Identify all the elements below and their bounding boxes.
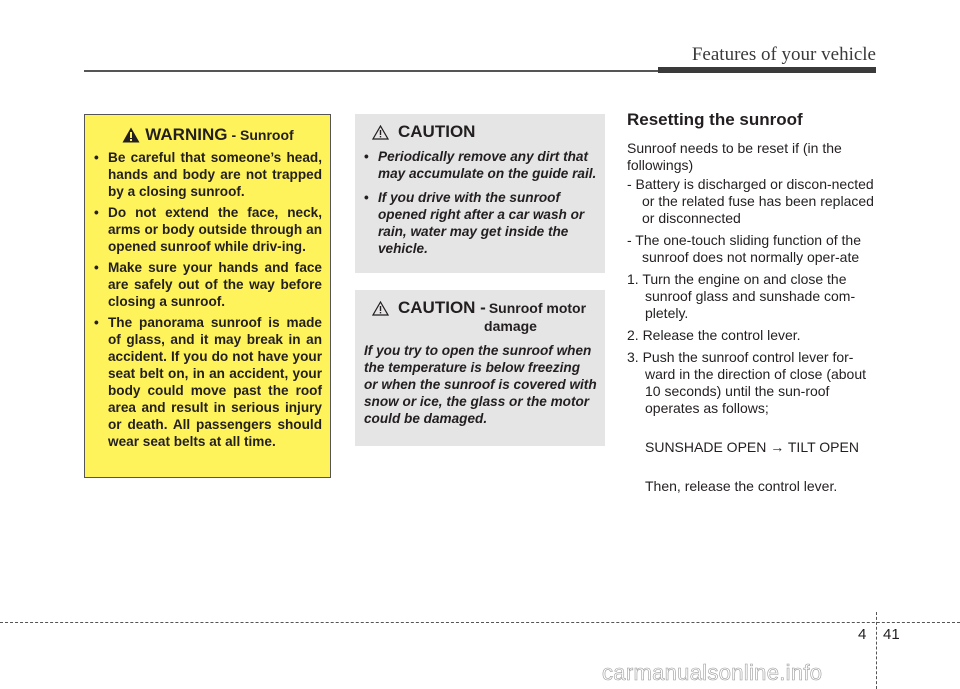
caution-header [372,122,597,142]
condition-item: - Battery is discharged or discon-nected or the related fuse has been replaced or disconnected [627,176,874,226]
final-instruction: Then, release the control lever. [645,478,838,494]
intro-text: Sunroof needs to be reset if (in the followings) [627,140,842,173]
footer-rule [0,622,960,623]
footer-divider [876,612,878,689]
list-item: • Make sure your hands and face are safely out of the way before closing a sunroof. [94,260,322,309]
resetting-section [627,110,879,495]
list-item: • Be careful that someone’s head, hands and body are not trapped by a closing sunroof. [94,150,322,199]
caution-motor-box [355,290,605,446]
list-item: • If you drive with the sunroof opened right after a car wash or rain, water may get inside the vehicle. [364,190,585,256]
step-item: 3. Push the sunroof control lever for-ward in the direction of close (about 10 seconds) until the sun-roof operates as follows; [627,349,867,416]
caution-header [372,298,597,318]
caution-subtitle-continued: damage [484,318,537,334]
caution-triangle-icon [372,301,389,316]
watermark: carmanualsonline.info [602,660,823,685]
page-number: 41 [883,626,900,643]
section-heading: Resetting the sunroof [627,110,803,129]
warning-subtitle: - Sunroof [231,127,294,143]
caution-list [364,148,597,257]
caution-subtitle: Sunroof motor [488,300,587,316]
header-rule-accent [658,67,876,73]
caution-title: CAUTION - [398,298,486,317]
step-item: 1. Turn the engine on and close the sunroof glass and sunshade com-pletely. [627,271,856,321]
condition-item: - The one-touch sliding function of the sunroof does not normally oper-ate [627,232,862,265]
operation-sequence: SUNSHADE OPEN → TILT OPEN [645,439,859,455]
list-item: • The panorama sunroof is made of glass, and it may break in an accident. If you do not have your seat belt on, in an accident, your body could move past the roof area and result in serious injury or death. All passengers should wear seat belts at all time. [94,315,322,449]
caution-title: CAUTION [398,122,476,141]
warning-box [84,114,331,478]
step-item: 2. Release the control lever. [627,327,801,343]
caution-box [355,114,605,273]
list-item: • Do not extend the face, neck, arms or body outside through an opened sunroof while driv-ing. [94,205,322,254]
warning-list [94,149,322,450]
warning-title: WARNING [145,125,228,144]
chapter-number: 4 [858,626,867,643]
list-item: • Periodically remove any dirt that may accumulate on the guide rail. [364,149,597,181]
running-header: Features of your vehicle [691,44,876,65]
caution-triangle-icon [372,125,389,140]
warning-triangle-icon [122,127,140,143]
warning-header [94,125,322,145]
caution-text: If you try to open the sunroof when the temperature is below freezing or when the sunroof is covered with snow or ice, the glass or the motor could be damaged. [364,343,597,426]
